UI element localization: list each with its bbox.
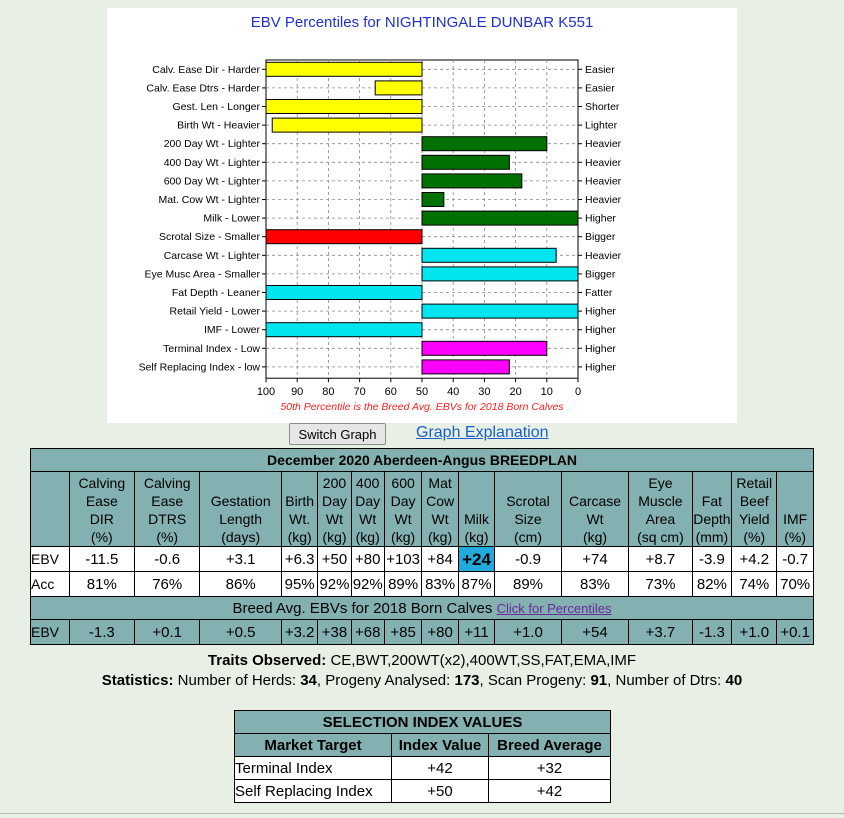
column-header: Mat Cow Wt (kg) — [422, 472, 458, 547]
trait-label-left: 400 Day Wt - Lighter — [163, 156, 260, 169]
ebv-value: +24 — [458, 547, 494, 572]
x-tick-label: 90 — [291, 386, 304, 399]
trait-label-right: Heavier — [585, 138, 622, 151]
trait-label-left: Fat Depth - Leaner — [171, 287, 260, 299]
trait-label-right: Easier — [585, 82, 615, 95]
index-value-header: Index Value — [392, 734, 489, 757]
ebv-value: +6.3 — [281, 547, 317, 572]
trait-label-left: Milk - Lower — [203, 212, 260, 225]
percentile-bar — [266, 62, 422, 76]
accuracy-value: 83% — [561, 572, 629, 597]
trait-label-right: Higher — [585, 305, 616, 318]
breed-average-value: +68 — [351, 620, 384, 645]
click-for-percentiles-link[interactable]: Click for Percentiles — [496, 600, 612, 616]
trait-label-right: Higher — [585, 342, 616, 355]
acc-row-label: Acc — [31, 572, 70, 597]
chart-footnote: 50th Percentile is the Breed Avg. EBVs for 2018 Born Calves — [280, 401, 564, 414]
column-header: Birth Wt. (kg) — [281, 472, 317, 547]
ebv-value: -0.6 — [135, 547, 200, 572]
accuracy-value: 92% — [351, 572, 384, 597]
herds-label: Number of Herds: — [177, 672, 297, 689]
page-divider — [0, 813, 844, 814]
trait-label-right: Fatter — [585, 287, 613, 299]
breed-average-value: +85 — [384, 620, 422, 645]
ebv-value: -0.9 — [495, 547, 561, 572]
market-target-cell: Terminal Index — [235, 757, 392, 780]
column-header: 200 Day Wt (kg) — [318, 472, 351, 547]
x-tick-label: 60 — [384, 386, 397, 399]
trait-label-left: Scrotal Size - Smaller — [159, 231, 260, 244]
accuracy-value: 92% — [318, 572, 351, 597]
accuracy-value: 87% — [458, 572, 494, 597]
accuracy-value: 83% — [422, 572, 458, 597]
x-tick-label: 50 — [415, 386, 429, 399]
trait-label-right: Lighter — [585, 119, 618, 132]
column-header-row — [31, 472, 814, 547]
progeny-label: Progeny Analysed: — [325, 672, 451, 689]
traits-observed-label: Traits Observed: — [207, 652, 327, 669]
breed-average-value: +11 — [458, 620, 494, 645]
traits-observed — [0, 652, 844, 669]
trait-label-right: Bigger — [585, 268, 616, 281]
x-tick-label: 0 — [574, 386, 582, 399]
breed-average-header — [31, 597, 814, 620]
ebv-value: -3.9 — [692, 547, 732, 572]
column-header: Carcase Wt (kg) — [561, 472, 629, 547]
row-label-spacer — [31, 472, 70, 547]
breed-average-row — [31, 620, 814, 645]
selection-index-title: SELECTION INDEX VALUES — [235, 711, 611, 734]
trait-label-left: Carcase Wt - Lighter — [163, 249, 260, 262]
accuracy-value: 89% — [384, 572, 422, 597]
ebv-value: +50 — [318, 547, 351, 572]
column-header: IMF (%) — [777, 472, 814, 547]
statistics: Statistics: Number of Herds: 34, Progeny Analysed: 173, Scan Progeny: 91, Number of Dtrs: 40 — [101, 672, 743, 689]
traits-observed-value: CE,BWT,200WT(x2),400WT,SS,FAT,EMA,IMF — [330, 652, 637, 669]
column-header: 600 Day Wt (kg) — [384, 472, 422, 547]
trait-label-left: 200 Day Wt - Lighter — [163, 138, 260, 151]
percentile-chart-panel — [107, 8, 737, 423]
breed-average-row-label: EBV — [31, 620, 70, 645]
scan-value: 91 — [590, 672, 608, 689]
trait-label-left: 600 Day Wt - Lighter — [163, 175, 260, 188]
breedplan-table — [30, 448, 814, 645]
percentile-bar — [422, 137, 547, 151]
breed-average-cell: +32 — [489, 757, 611, 780]
percentile-bar — [422, 193, 444, 207]
accuracy-value: 82% — [692, 572, 732, 597]
accuracy-value: 70% — [777, 572, 814, 597]
accuracy-value: 74% — [732, 572, 777, 597]
percentile-bar — [266, 230, 422, 244]
ebv-value: +84 — [422, 547, 458, 572]
ebv-value: +4.2 — [732, 547, 777, 572]
trait-label-left: Calv. Ease Dtrs - Harder — [146, 82, 260, 95]
column-header: Eye Muscle Area (sq cm) — [629, 472, 692, 547]
switch-graph-button[interactable]: Switch Graph — [289, 423, 386, 445]
x-tick-label: 30 — [478, 386, 491, 399]
breed-average-header-cell: Breed Average — [489, 734, 611, 757]
ebv-value: +103 — [384, 547, 422, 572]
x-tick-label: 80 — [322, 386, 335, 399]
scan-label: Scan Progeny: — [487, 672, 587, 689]
x-tick-label: 10 — [540, 386, 553, 399]
trait-label-left: Calv. Ease Dir - Harder — [152, 63, 260, 76]
percentile-bar — [422, 211, 578, 225]
trait-label-right: Easier — [585, 63, 615, 76]
percentile-bar — [422, 248, 556, 262]
accuracy-row — [31, 572, 814, 597]
breed-average-cell: +42 — [489, 780, 611, 803]
accuracy-value: 89% — [495, 572, 561, 597]
accuracy-value: 95% — [281, 572, 317, 597]
trait-label-right: Heavier — [585, 156, 622, 169]
progeny-value: 173 — [454, 672, 480, 689]
breed-average-title: Breed Avg. EBVs for 2018 Born Calves — [232, 599, 493, 617]
breed-average-value: +1.0 — [495, 620, 561, 645]
column-header: Milk (kg) — [458, 472, 494, 547]
percentile-bar — [422, 267, 578, 281]
percentile-bar — [422, 360, 509, 374]
ebv-row-label: EBV — [31, 547, 70, 572]
percentile-bar — [422, 174, 522, 188]
x-tick-label: 20 — [509, 386, 522, 399]
ebv-value: -11.5 — [69, 547, 134, 572]
percentile-bar — [266, 286, 422, 300]
breed-average-value: -1.3 — [69, 620, 134, 645]
accuracy-value: 86% — [200, 572, 282, 597]
ebv-value: +3.1 — [200, 547, 282, 572]
trait-label-left: Birth Wt - Heavier — [177, 119, 260, 132]
percentile-bar — [422, 304, 578, 318]
dtrs-value: 40 — [725, 672, 743, 689]
trait-label-left: Eye Musc Area - Smaller — [144, 268, 260, 281]
dtrs-label: Number of Dtrs: — [615, 672, 722, 689]
trait-label-right: Higher — [585, 324, 616, 337]
percentile-bar — [266, 323, 422, 337]
ebv-value: -0.7 — [777, 547, 814, 572]
trait-label-left: Terminal Index - Low — [163, 342, 260, 355]
column-header: Scrotal Size (cm) — [495, 472, 561, 547]
column-header: 400 Day Wt (kg) — [351, 472, 384, 547]
terminal-index-row — [235, 757, 611, 780]
trait-label-left: IMF - Lower — [203, 324, 260, 337]
trait-label-right: Higher — [585, 361, 616, 374]
x-tick-label: 100 — [256, 386, 276, 399]
graph-explanation-link[interactable]: Graph Explanation — [416, 424, 549, 441]
market-target-cell: Self Replacing Index — [235, 780, 392, 803]
trait-label-left: Gest. Len - Longer — [172, 101, 260, 113]
breed-average-value: +0.1 — [135, 620, 200, 645]
self-replacing-index-row — [235, 780, 611, 803]
column-header: Fat Depth (mm) — [692, 472, 732, 547]
column-header: Calving Ease DTRS (%) — [135, 472, 200, 547]
market-target-header: Market Target — [235, 734, 392, 757]
selection-index-table — [234, 710, 611, 803]
ebv-row — [31, 547, 814, 572]
breed-average-value: +0.1 — [777, 620, 814, 645]
percentile-chart — [107, 8, 737, 423]
trait-label-right: Shorter — [585, 101, 620, 113]
statistics-label: Statistics: — [101, 672, 174, 689]
ebv-value: +8.7 — [629, 547, 692, 572]
breed-average-value: +38 — [318, 620, 351, 645]
breed-average-value: +1.0 — [732, 620, 777, 645]
breed-average-value: +80 — [422, 620, 458, 645]
breed-average-value: -1.3 — [692, 620, 732, 645]
trait-label-right: Heavier — [585, 175, 622, 188]
column-header: Calving Ease DIR (%) — [69, 472, 134, 547]
accuracy-value: 81% — [69, 572, 134, 597]
trait-label-left: Mat. Cow Wt - Lighter — [158, 194, 260, 206]
column-header: Gestation Length (days) — [200, 472, 282, 547]
herds-value: 34 — [300, 672, 317, 689]
index-value-cell: +42 — [392, 757, 489, 780]
breedplan-title: December 2020 Aberdeen-Angus BREEDPLAN — [31, 449, 814, 472]
breed-average-value: +3.2 — [281, 620, 317, 645]
trait-label-right: Heavier — [585, 194, 622, 206]
breed-average-value: +54 — [561, 620, 629, 645]
column-header: Retail Beef Yield (%) — [732, 472, 777, 547]
ebv-value: +74 — [561, 547, 629, 572]
trait-label-right: Bigger — [585, 231, 616, 244]
trait-label-left: Self Replacing Index - low — [138, 361, 260, 374]
percentile-bar — [422, 155, 509, 169]
trait-label-right: Heavier — [585, 249, 622, 262]
x-tick-label: 40 — [447, 386, 460, 399]
breed-average-value: +0.5 — [200, 620, 282, 645]
percentile-bar — [375, 81, 422, 95]
x-tick-label: 70 — [353, 386, 366, 399]
chart-title: EBV Percentiles for NIGHTINGALE DUNBAR K551 — [250, 14, 594, 31]
accuracy-value: 73% — [629, 572, 692, 597]
percentile-bar — [422, 341, 547, 355]
breed-average-value: +3.7 — [629, 620, 692, 645]
accuracy-value: 76% — [135, 572, 200, 597]
trait-label-right: Higher — [585, 212, 616, 225]
trait-label-left: Retail Yield - Lower — [169, 305, 260, 318]
ebv-value: +80 — [351, 547, 384, 572]
index-value-cell: +50 — [392, 780, 489, 803]
percentile-bar — [266, 100, 422, 114]
percentile-bar — [272, 118, 422, 132]
